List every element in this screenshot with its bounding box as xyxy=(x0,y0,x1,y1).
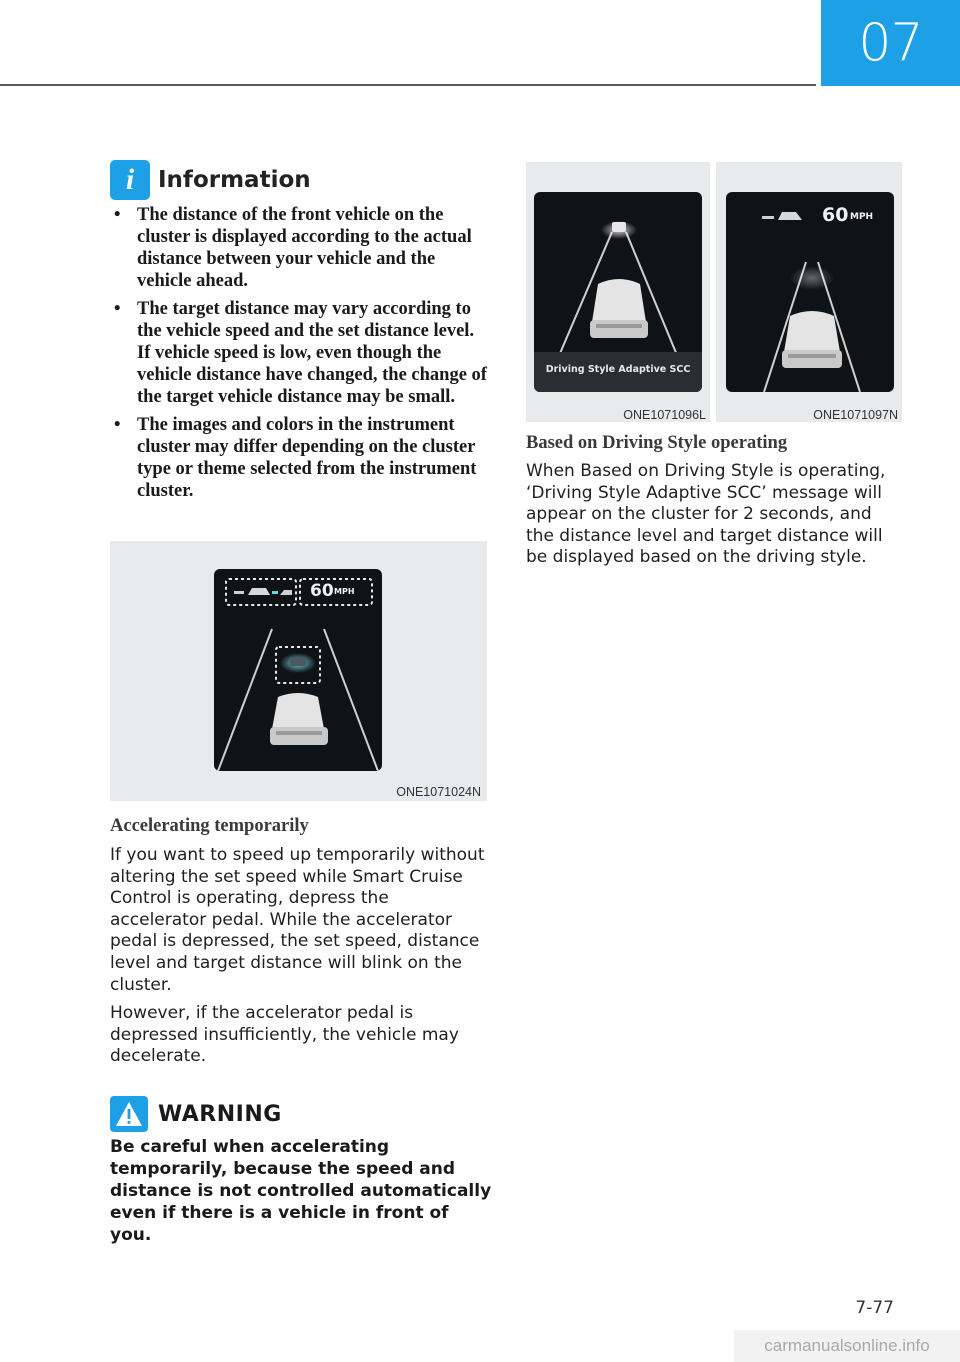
accelerating-title: Accelerating temporarily xyxy=(110,816,309,836)
cluster-speed: 60 xyxy=(310,581,334,601)
driving-style-message: Driving Style Adaptive SCC xyxy=(545,364,691,375)
figure-caption: ONE1071097N xyxy=(813,408,898,422)
information-bullet xyxy=(110,298,490,408)
bullet-dot: • xyxy=(114,205,121,225)
cluster-screen xyxy=(214,569,382,771)
figure-cluster-distance xyxy=(110,541,487,801)
bullet-text: The distance of the front vehicle on the cluster is displayed according to the actual distance between your vehicle and the vehicle ahead. xyxy=(137,205,472,291)
information-bullet xyxy=(110,204,490,292)
accelerating-paragraph-2: However, if the accelerator pedal is depressed insufficiently, the vehicle may decelerate. xyxy=(110,1003,459,1067)
figure-driving-style-message xyxy=(526,162,710,422)
page-number: 7-77 xyxy=(855,1298,894,1318)
information-header xyxy=(110,160,311,200)
figure-driving-style-distance xyxy=(716,162,902,422)
information-bullet xyxy=(110,414,490,502)
cluster-speed-unit: MPH xyxy=(334,587,355,596)
driving-style-title: Based on Driving Style operating xyxy=(526,433,788,453)
watermark: carmanualsonline.info xyxy=(734,1330,960,1362)
info-icon: i xyxy=(110,160,150,200)
bullet-dot: • xyxy=(114,415,121,435)
information-title: Information xyxy=(158,167,311,193)
warning-title: WARNING xyxy=(158,1101,282,1127)
bullet-text: The images and colors in the instrument cluster may differ depending on the cluster type or theme selected from the instrument cluster. xyxy=(137,415,477,501)
figure-caption: ONE1071024N xyxy=(396,785,481,799)
warning-text: Be careful when accelerating temporarily, because the speed and distance is not controlled automatically even if there is a vehicle in front of you. xyxy=(110,1137,492,1245)
cluster-speed-unit: MPH xyxy=(850,212,874,222)
cluster-screen xyxy=(534,192,702,392)
bullet-text: The target distance may vary according to the vehicle speed and the set distance level. If vehicle speed is low, even though the vehicle distance have changed, the change of the target vehicle distance may be small. xyxy=(137,299,487,407)
header-rule xyxy=(0,84,816,86)
figure-caption: ONE1071096L xyxy=(623,408,706,422)
warning-header xyxy=(110,1096,282,1132)
cluster-screen xyxy=(726,192,894,392)
cluster-graphic xyxy=(726,192,894,392)
driving-style-paragraph: When Based on Driving Style is operating, ‘Driving Style Adaptive SCC’ message will appear on the cluster for 2 seconds, and the distance level and target distance will be displayed based on the driving style. xyxy=(526,461,886,568)
information-bullets xyxy=(110,204,490,508)
warning-triangle-icon xyxy=(110,1096,148,1132)
chapter-tab xyxy=(821,0,960,86)
cluster-graphic xyxy=(214,569,382,771)
accelerating-paragraph-1: If you want to speed up temporarily without altering the set speed while Smart Cruise Control is operating, depress the accelerator pedal. While the accelerator pedal is depressed, the set speed, distance level and target distance will blink on the cluster. xyxy=(110,845,485,995)
cluster-speed: 60 xyxy=(822,204,849,226)
bullet-dot: • xyxy=(114,299,121,319)
chapter-number: 07 xyxy=(858,13,923,73)
cluster-graphic xyxy=(534,192,702,392)
